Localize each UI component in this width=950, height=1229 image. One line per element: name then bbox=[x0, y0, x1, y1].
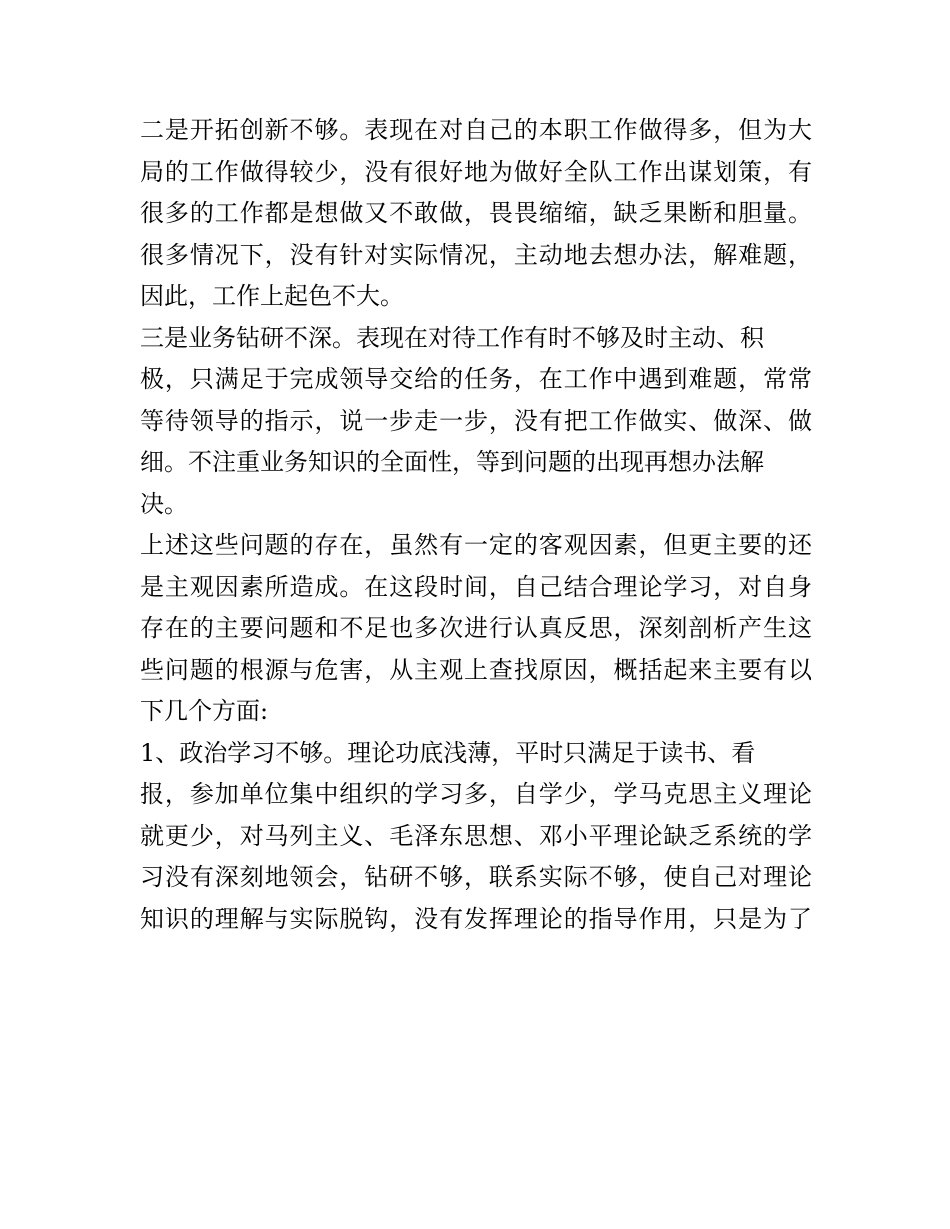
text-line: 习没有深刻地领会，钻研不够，联系实际不够，使自己对理论 bbox=[140, 863, 812, 891]
text-line: 极，只满足于完成领导交给的任务，在工作中遇到难题，常常 bbox=[140, 365, 812, 393]
text-line: 知识的理解与实际脱钩，没有发挥理论的指导作用，只是为了 bbox=[140, 904, 812, 933]
text-line: 二是开拓创新不够。表现在对自己的本职工作做得多，但为大 bbox=[140, 116, 812, 144]
text-line: 报，参加单位集中组织的学习多，自学少，学马克思主义理论 bbox=[140, 780, 812, 808]
text-line: 细。不注重业务知识的全面性，等到问题的出现再想办法解 bbox=[140, 448, 764, 476]
text-line: 些问题的根源与危害，从主观上查找原因，概括起来主要有以 bbox=[140, 655, 812, 684]
text-line: 下几个方面: bbox=[140, 697, 269, 725]
text-line: 很多的工作都是想做又不敢做，畏畏缩缩，缺乏果断和胆量。 bbox=[140, 199, 812, 227]
text-line: 是主观因素所造成。在这段时间，自己结合理论学习，对自身 bbox=[140, 572, 812, 601]
text-line: 等待领导的指示，说一步走一步，没有把工作做实、做深、做 bbox=[140, 406, 812, 435]
text-line: 决。 bbox=[140, 489, 188, 518]
text-line: 局的工作做得较少，没有很好地为做好全队工作出谋划策，有 bbox=[140, 157, 812, 186]
text-line: 因此，工作上起色不大。 bbox=[140, 282, 404, 310]
text-line: 三是业务钻研不深。表现在对待工作有时不够及时主动、积 bbox=[140, 323, 764, 352]
text-line: 存在的主要问题和不足也多次进行认真反思，深刻剖析产生这 bbox=[140, 614, 812, 642]
text-line: 就更少，对马列主义、毛泽东思想、邓小平理论缺乏系统的学 bbox=[140, 821, 812, 850]
text-line: 上述这些问题的存在，虽然有一定的客观因素，但更主要的还 bbox=[140, 531, 812, 559]
document-body bbox=[140, 110, 812, 940]
text-line: 1、政治学习不够。理论功底浅薄，平时只满足于读书、看 bbox=[140, 738, 756, 767]
text-line: 很多情况下，没有针对实际情况，主动地去想办法，解难题， bbox=[140, 240, 812, 269]
